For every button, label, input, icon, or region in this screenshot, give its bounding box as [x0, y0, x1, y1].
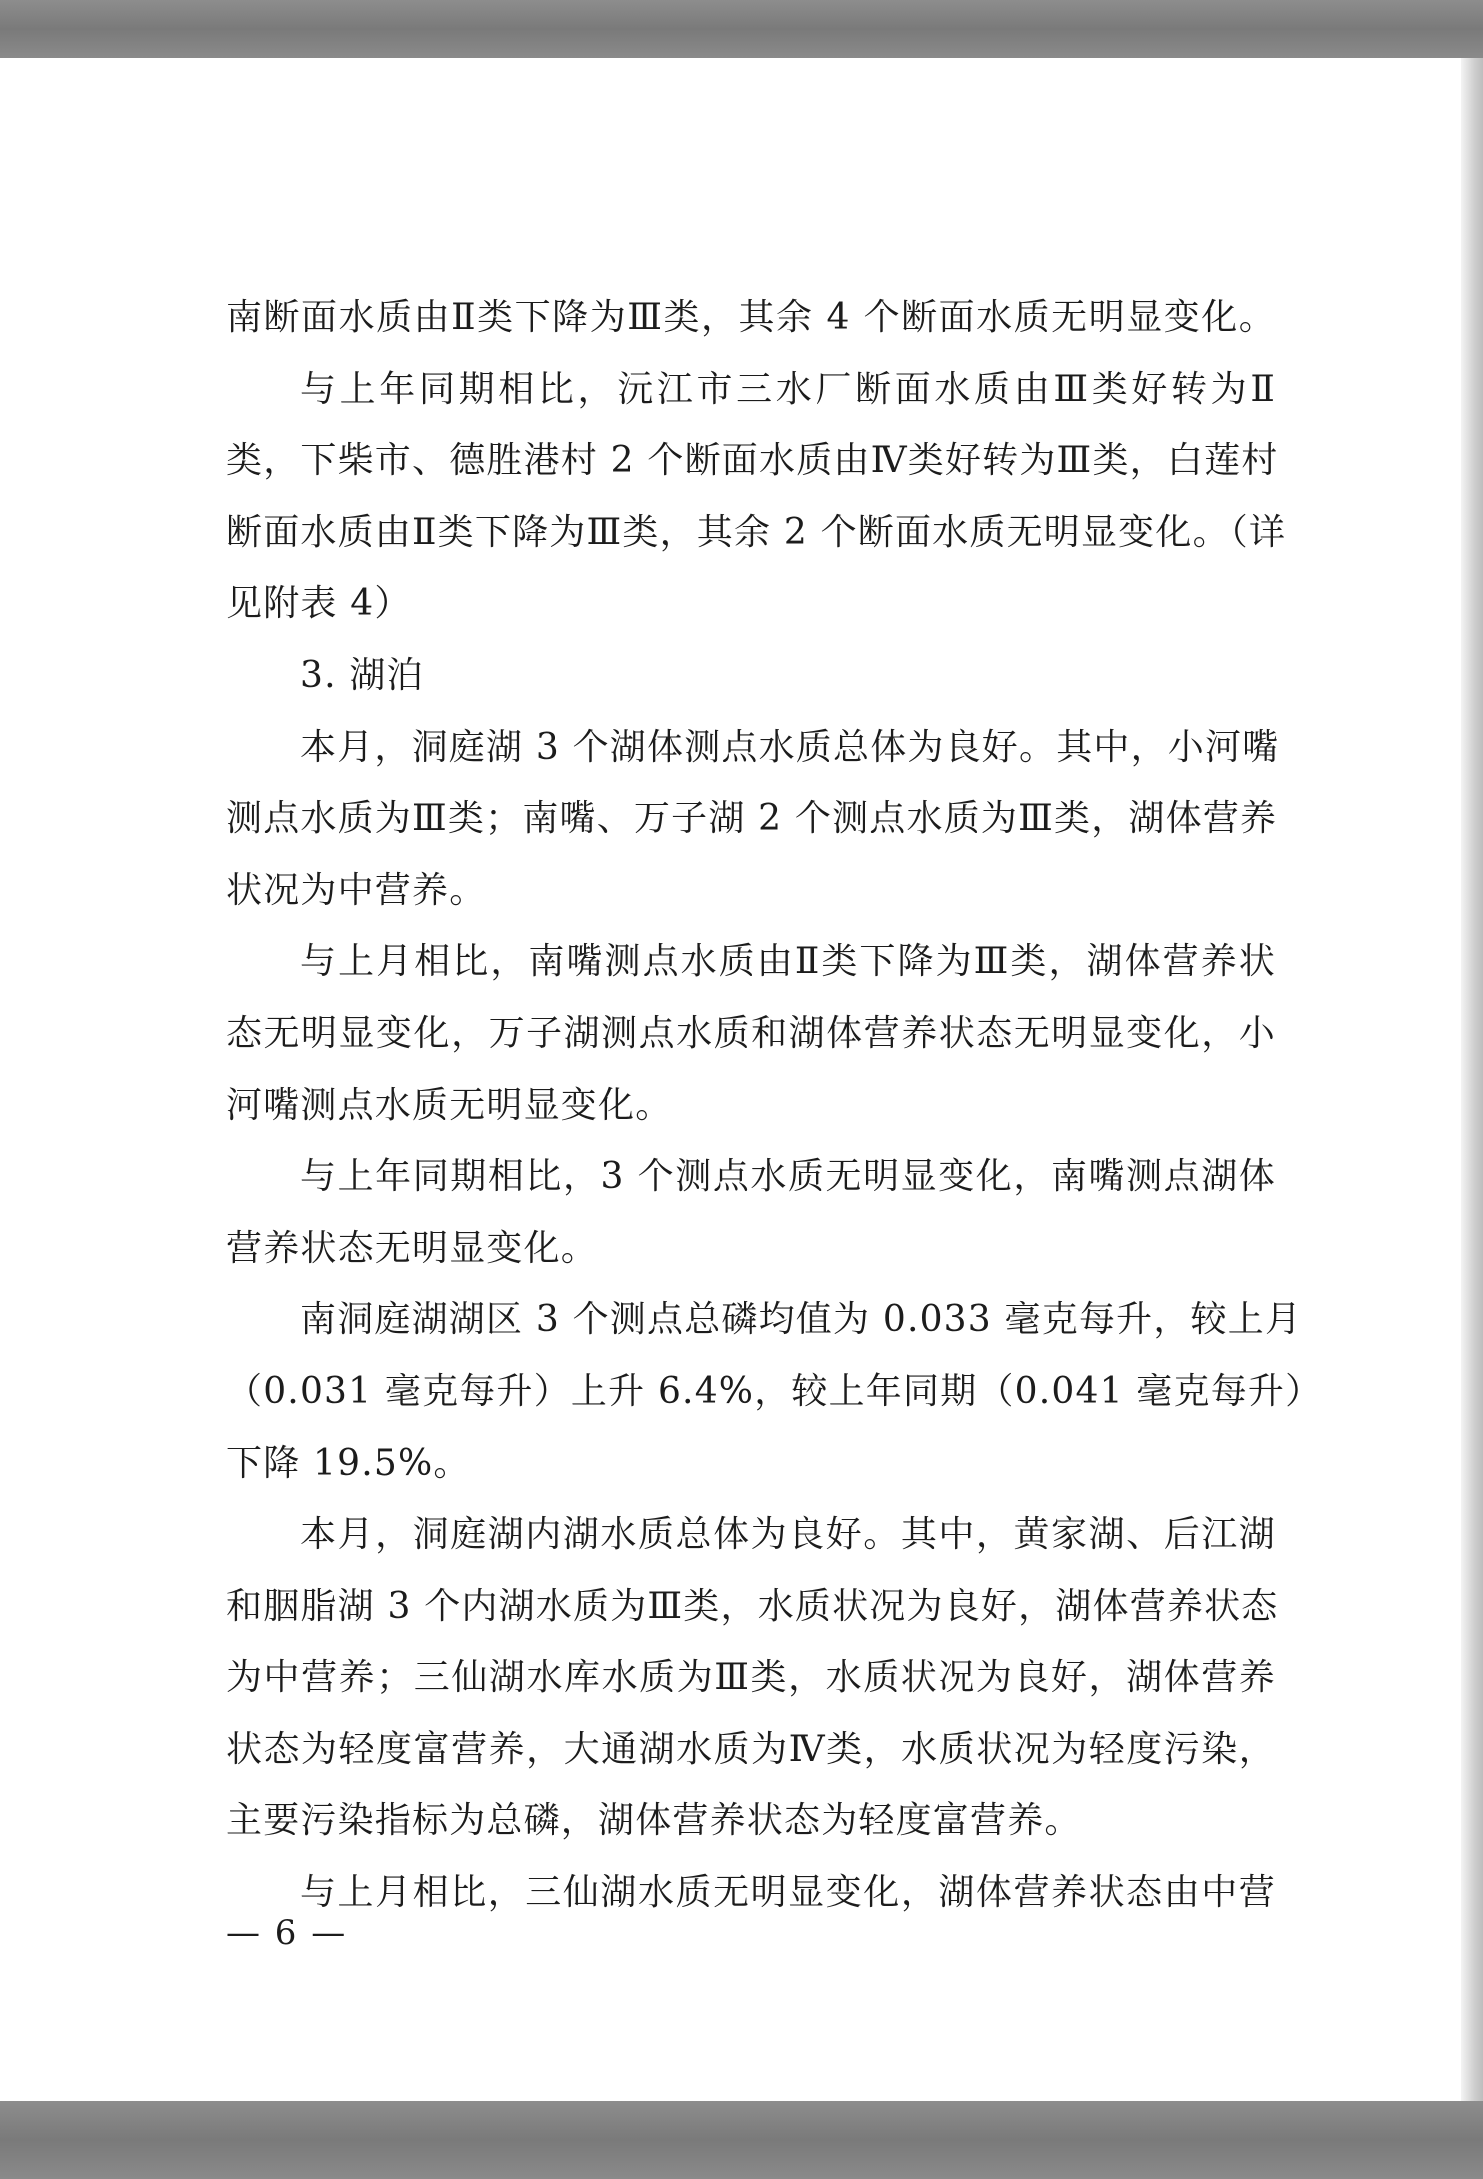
text-line: 与上月相比，南嘴测点水质由Ⅱ类下降为Ⅲ类，湖体营养状	[300, 941, 1276, 983]
body-text	[226, 282, 1323, 1929]
text-line: 为中营养；三仙湖水库水质为Ⅲ类，水质状况为良好，湖体营养	[226, 1657, 1276, 1699]
page-number: — 6 —	[226, 1913, 348, 1953]
text-line: 主要污染指标为总磷，湖体营养状态为轻度富营养。	[226, 1800, 1082, 1842]
text-line: 本月，洞庭湖 3 个湖体测点水质总体为良好。其中，小河嘴	[300, 726, 1280, 768]
text-line: 与上月相比，三仙湖水质无明显变化，湖体营养状态由中营	[300, 1872, 1276, 1914]
text-line: 和胭脂湖 3 个内湖水质为Ⅲ类，水质状况为良好，湖体营养状态	[226, 1585, 1279, 1627]
text-line: 类，下柴市、德胜港村 2 个断面水质由Ⅳ类好转为Ⅲ类，白莲村	[226, 440, 1279, 482]
text-line: 南断面水质由Ⅱ类下降为Ⅲ类，其余 4 个断面水质无明显变化。	[226, 297, 1276, 338]
text-line: 状态为轻度富营养，大通湖水质为Ⅳ类，水质状况为轻度污染，	[226, 1728, 1276, 1770]
text-line: 南洞庭湖湖区 3 个测点总磷均值为 0.033 毫克每升，较上月	[300, 1299, 1303, 1341]
text-line: 状况为中营养。	[226, 869, 487, 911]
section-heading: 3. 湖泊	[300, 654, 424, 696]
text-line: 营养状态无明显变化。	[226, 1227, 599, 1269]
text-line: 本月，洞庭湖内湖水质总体为良好。其中，黄家湖、后江湖	[300, 1514, 1276, 1556]
text-line: 态无明显变化，万子湖测点水质和湖体营养状态无明显变化，小	[226, 1012, 1276, 1054]
scanner-top-border	[0, 0, 1483, 58]
text-line: 与上年同期相比，沅江市三水厂断面水质由Ⅲ类好转为Ⅱ	[300, 368, 1276, 410]
text-line: （0.031 毫克每升）上升 6.4%，较上年同期（0.041 毫克每升）	[226, 1370, 1323, 1412]
text-line: 断面水质由Ⅱ类下降为Ⅲ类，其余 2 个断面水质无明显变化。（详	[226, 511, 1287, 553]
text-line: 河嘴测点水质无明显变化。	[226, 1084, 673, 1126]
text-line: 见附表 4）	[226, 583, 412, 625]
text-line: 下降 19.5%。	[226, 1442, 471, 1484]
text-line: 与上年同期相比，3 个测点水质无明显变化，南嘴测点湖体	[300, 1156, 1276, 1198]
text-line: 测点水质为Ⅲ类；南嘴、万子湖 2 个测点水质为Ⅲ类，湖体营养	[226, 798, 1278, 840]
scanner-bottom-border	[0, 2101, 1483, 2179]
scanner-right-edge	[1461, 58, 1483, 2101]
